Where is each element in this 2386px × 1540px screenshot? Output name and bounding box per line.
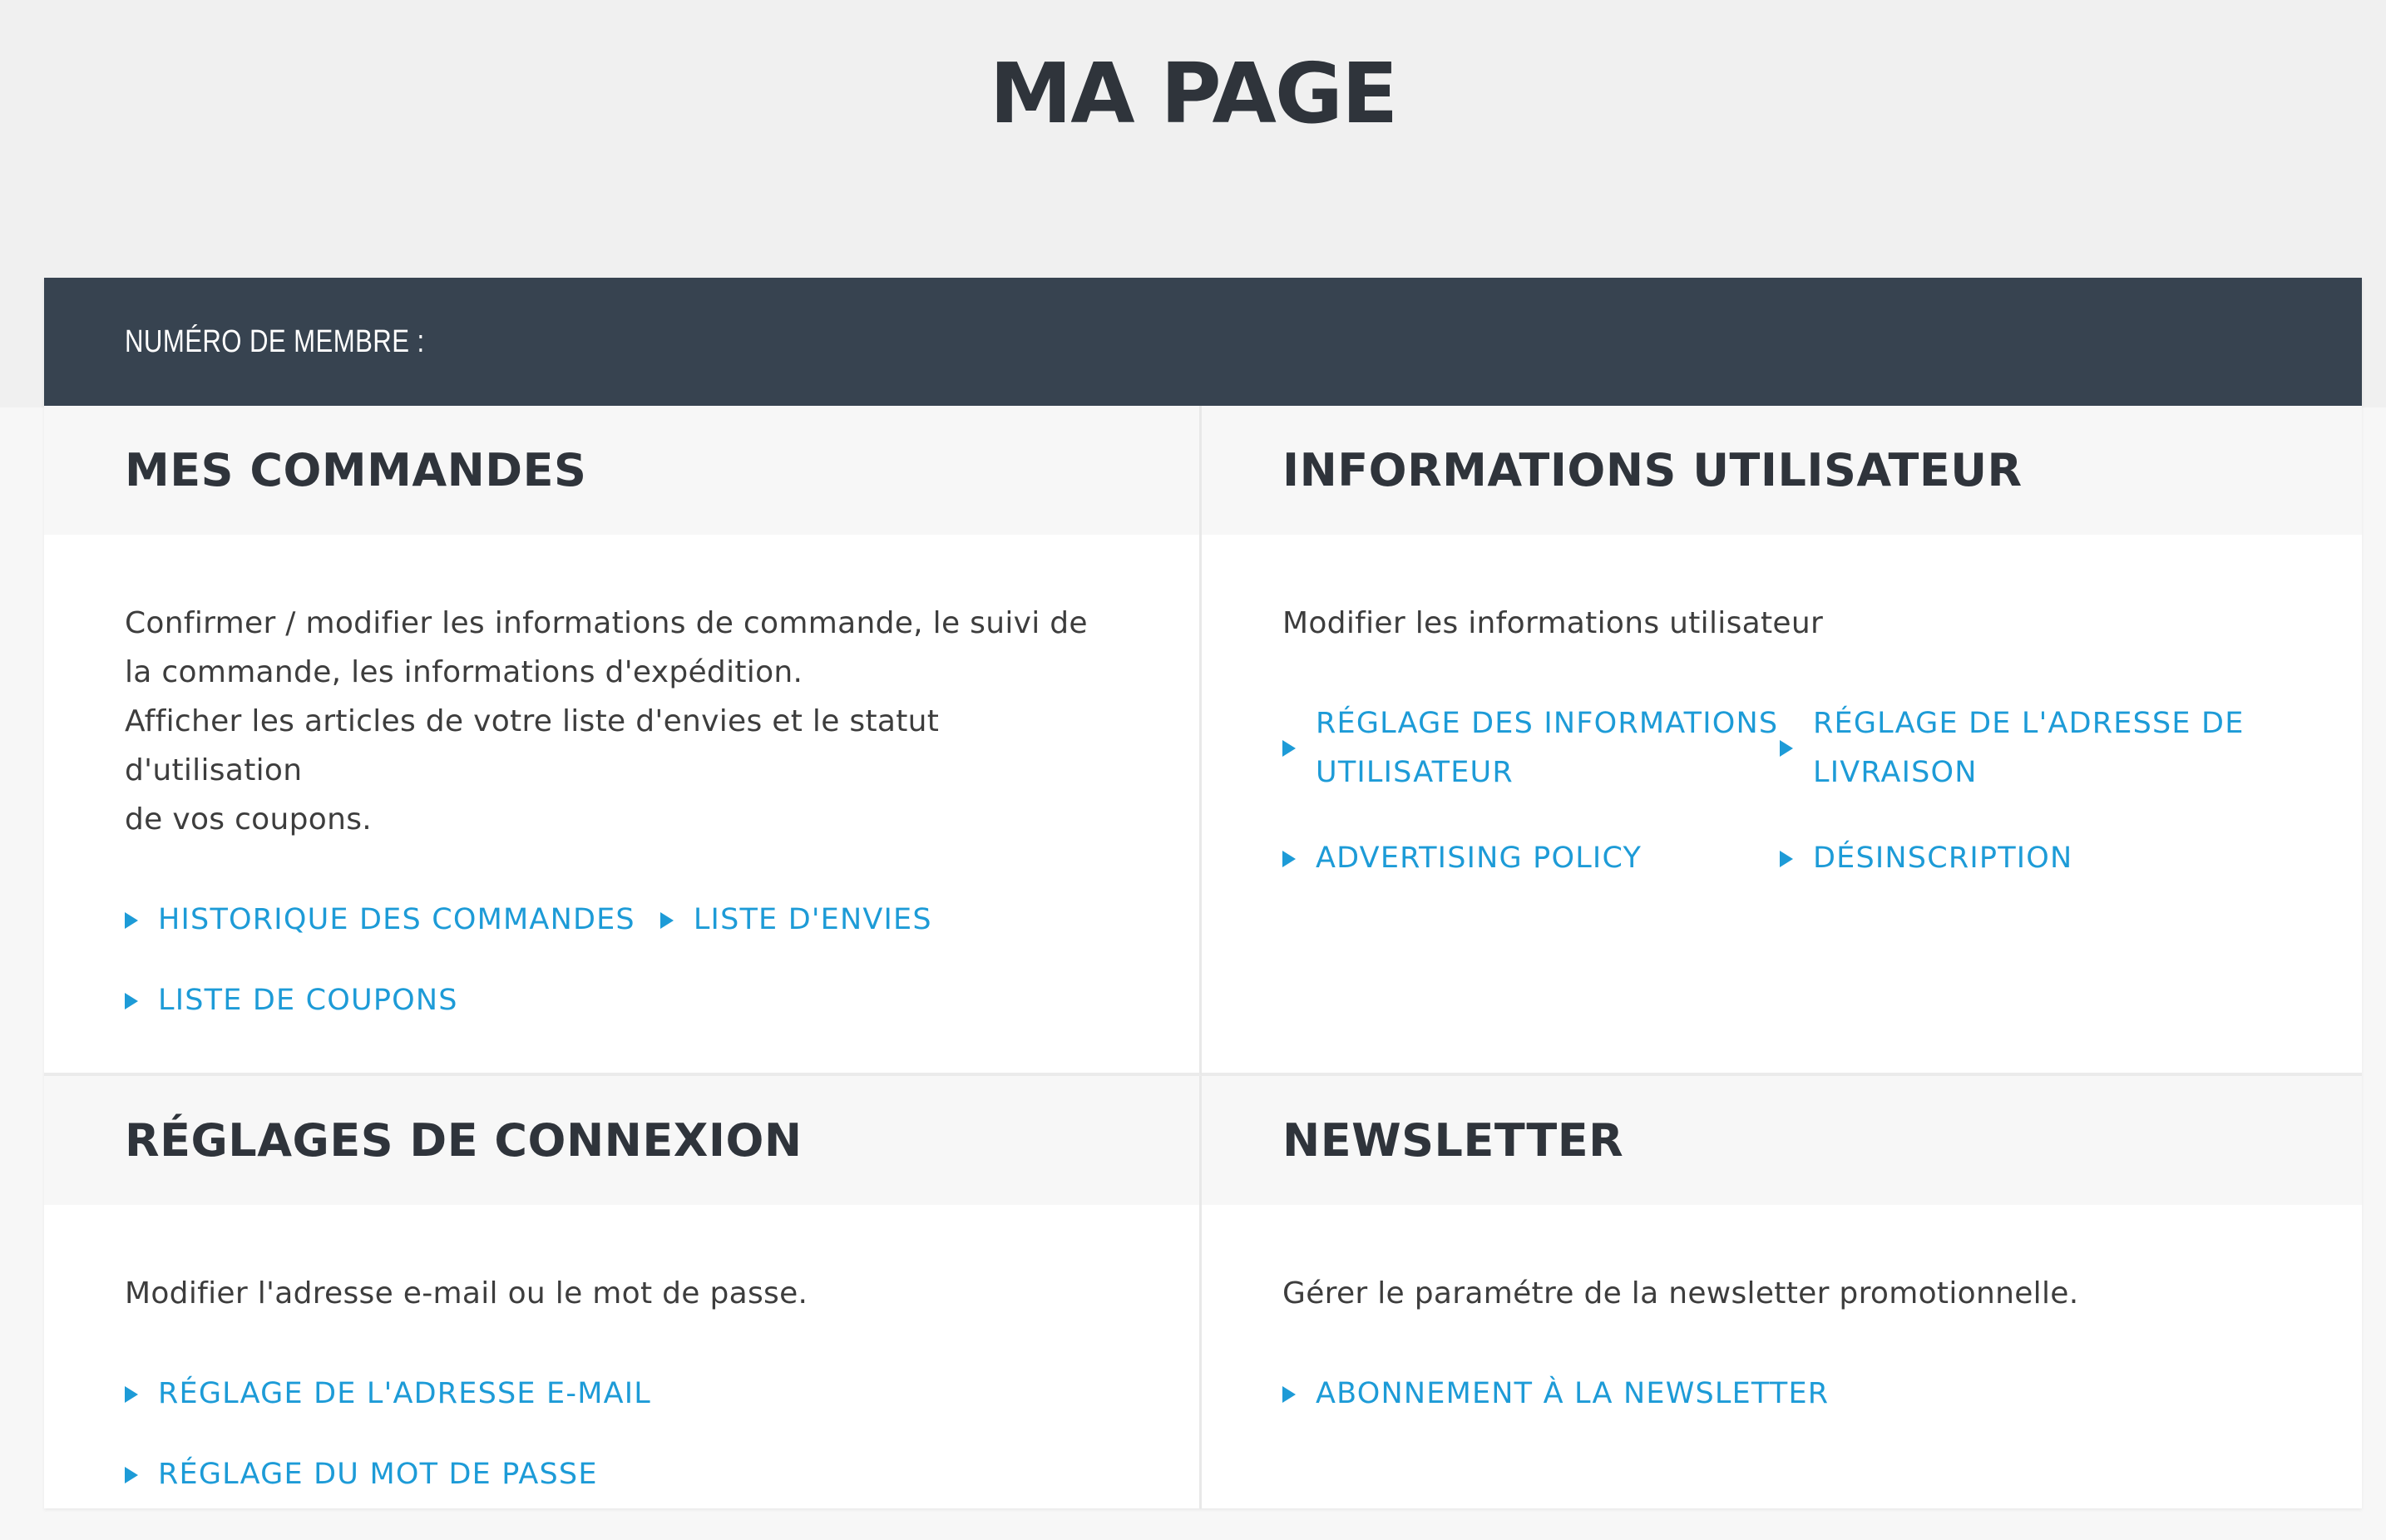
panels-grid [44, 406, 2362, 1508]
triangle-right-icon [1282, 740, 1296, 757]
member-number-label: NUMÉRO DE MEMBRE : [125, 323, 425, 359]
password-settings-link-label: RÉGLAGE DU MOT DE PASSE [158, 1458, 598, 1491]
user-info-settings-link-label [1316, 699, 1778, 797]
shipping-address-link[interactable] [1780, 699, 2245, 797]
newsletter-panel-title: NEWSLETTER [1282, 1114, 1624, 1167]
newsletter-description: Gérer le paramétre de la newsletter promotionnelle. [1282, 1276, 2079, 1310]
triangle-right-icon [125, 993, 138, 1009]
orders-links [125, 896, 956, 1025]
orders-description-line: la commande, les informations d'expédition. [125, 655, 803, 689]
page-title: MA PAGE [989, 45, 1397, 142]
newsletter-panel-header [1202, 1076, 2362, 1205]
triangle-right-icon [125, 1467, 138, 1483]
orders-description-line: Afficher les articles de votre liste d'envies et le statut d'utilisation [125, 704, 940, 787]
orders-panel-title: MES COMMANDES [125, 444, 587, 496]
link-label-line: RÉGLAGE DE L'ADRESSE DE [1813, 707, 2245, 740]
newsletter-subscription-link[interactable] [1282, 1370, 1829, 1419]
order-history-link-label: HISTORIQUE DES COMMANDES [158, 903, 635, 936]
orders-panel [44, 406, 1202, 1076]
user-info-settings-link[interactable] [1282, 699, 1780, 797]
login-settings-panel-title: RÉGLAGES DE CONNEXION [125, 1114, 803, 1167]
triangle-right-icon [1780, 740, 1793, 757]
coupon-list-link[interactable] [125, 976, 956, 1025]
login-settings-links [125, 1370, 1119, 1499]
email-settings-link[interactable] [125, 1370, 651, 1419]
order-history-link[interactable] [125, 896, 635, 945]
unsubscribe-link[interactable] [1780, 834, 2245, 883]
newsletter-panel [1202, 1076, 2362, 1508]
triangle-right-icon [1780, 851, 1793, 867]
member-number-bar [44, 278, 2362, 406]
orders-panel-header [44, 406, 1199, 535]
user-info-panel-title: INFORMATIONS UTILISATEUR [1282, 444, 2023, 496]
link-label-line: RÉGLAGE DES INFORMATIONS [1316, 707, 1779, 740]
login-settings-description: Modifier l'adresse e-mail ou le mot de passe. [125, 1276, 808, 1310]
coupon-list-link-label: LISTE DE COUPONS [158, 984, 458, 1017]
user-info-panel [1202, 406, 2362, 1076]
unsubscribe-link-label: DÉSINSCRIPTION [1813, 842, 2073, 875]
advertising-policy-link[interactable] [1282, 834, 1780, 883]
wishlist-link[interactable] [660, 896, 932, 945]
user-info-panel-header [1202, 406, 2362, 535]
newsletter-links [1282, 1370, 2281, 1419]
triangle-right-icon [1282, 1386, 1296, 1403]
triangle-right-icon [125, 1386, 138, 1403]
user-info-links [1282, 699, 2281, 883]
advertising-policy-link-label: ADVERTISING POLICY [1316, 842, 1643, 875]
user-info-description: Modifier les informations utilisateur [1282, 606, 1824, 640]
triangle-right-icon [125, 912, 138, 929]
newsletter-panel-body [1202, 1205, 2362, 1419]
password-settings-link[interactable] [125, 1450, 598, 1499]
link-label-line: LIVRAISON [1813, 756, 1978, 789]
triangle-right-icon [660, 912, 674, 929]
login-settings-panel-body [44, 1205, 1199, 1499]
orders-description-line: Confirmer / modifier les informations de commande, le suivi de [125, 606, 1088, 640]
mypage-container [44, 278, 2362, 1508]
orders-panel-body [44, 535, 1199, 1025]
orders-description-line: de vos coupons. [125, 802, 372, 837]
user-info-panel-body [1202, 535, 2362, 883]
link-label-line: UTILISATEUR [1316, 756, 1514, 789]
newsletter-subscription-link-label: ABONNEMENT À LA NEWSLETTER [1316, 1377, 1830, 1410]
orders-description [125, 599, 1119, 844]
wishlist-link-label: LISTE D'ENVIES [693, 903, 932, 936]
login-settings-panel-header [44, 1076, 1199, 1205]
login-settings-panel [44, 1076, 1202, 1508]
email-settings-link-label: RÉGLAGE DE L'ADRESSE E-MAIL [158, 1377, 651, 1410]
shipping-address-link-label [1813, 699, 2245, 797]
triangle-right-icon [1282, 851, 1296, 867]
